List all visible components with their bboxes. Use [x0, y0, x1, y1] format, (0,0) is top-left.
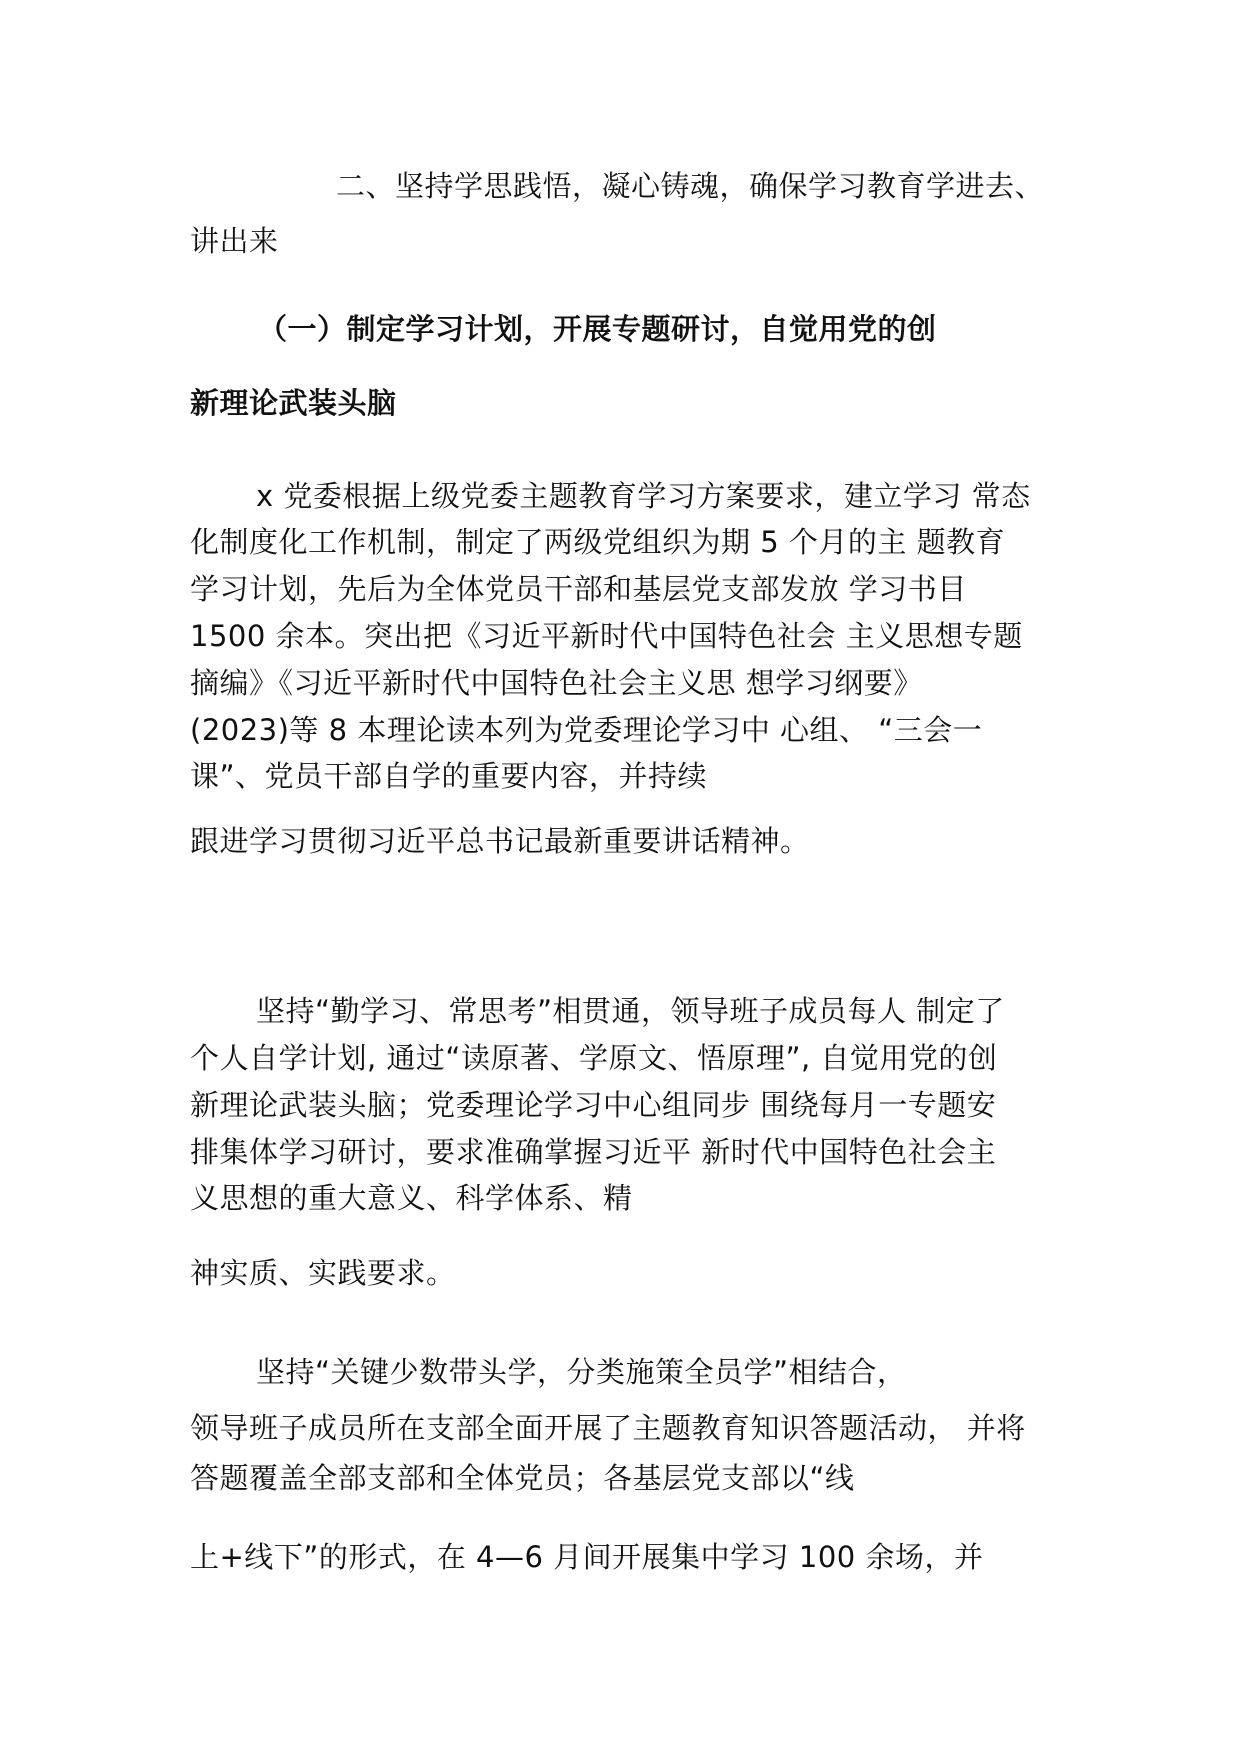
- paragraph-1-line-5: 摘编》《习近平新时代中国特色社会主义思 想学习纲要》: [190, 666, 923, 700]
- paragraph-3-line-1: 坚持“关键少数带头学，分类施策全员学”相结合，: [256, 1355, 907, 1389]
- paragraph-1-line-6: (2023)等 8 本理论读本列为党委理论学习中 心组、 “三会一: [190, 713, 983, 747]
- paragraph-3-line-4: 上+线下”的形式，在 4—6 月间开展集中学习 100 余场，并: [190, 1540, 984, 1574]
- paragraph-1-line-7: 课”、党员干部自学的重要内容，并持续: [190, 759, 708, 793]
- paragraph-1-line-1: x 党委根据上级党委主题教育学习方案要求，建立学习 常态: [256, 479, 1031, 513]
- paragraph-3-line-2: 领导班子成员所在支部全面开展了主题教育知识答题活动， 并将: [190, 1411, 1026, 1445]
- paragraph-1-line-2: 化制度化工作机制，制定了两级党组织为期 5 个月的主 题教育: [190, 525, 1006, 559]
- paragraph-2-line-4: 排集体学习研讨，要求准确掌握习近平 新时代中国特色社会主: [190, 1135, 997, 1169]
- paragraph-2-line-6: 神实质、实践要求。: [190, 1256, 456, 1290]
- paragraph-1-line-4: 1500 余本。突出把《习近平新时代中国特色社会 主义思想专题: [190, 619, 1023, 653]
- paragraph-2-line-2: 个人自学计划, 通过“读原著、学原文、悟原理”, 自觉用党的创: [190, 1041, 998, 1075]
- subheading-line-1: （一）制定学习计划，开展专题研讨，自觉用党的创: [258, 312, 937, 346]
- paragraph-2-line-3: 新理论武装头脑；党委理论学习中心组同步 围绕每月一专题安: [190, 1088, 997, 1122]
- paragraph-2-line-5: 义思想的重大意义、科学体系、精: [190, 1181, 633, 1215]
- section-heading-line-2: 讲出来: [190, 224, 279, 258]
- paragraph-1-line-3: 学习计划，先后为全体党员干部和基层党支部发放 学习书目: [190, 572, 967, 606]
- section-heading-line-1: 二、坚持学思践悟，凝心铸魂，确保学习教育学进去、: [336, 169, 1045, 203]
- paragraph-2-line-1: 坚持“勤学习、常思考”相贯通，领导班子成员每人 制定了: [256, 994, 1005, 1028]
- paragraph-1-line-8: 跟进学习贯彻习近平总书记最新重要讲话精神。: [190, 824, 810, 858]
- paragraph-3-line-3: 答题覆盖全部支部和全体党员；各基层党支部以“线: [190, 1461, 855, 1495]
- subheading-line-2: 新理论武装头脑: [190, 386, 397, 420]
